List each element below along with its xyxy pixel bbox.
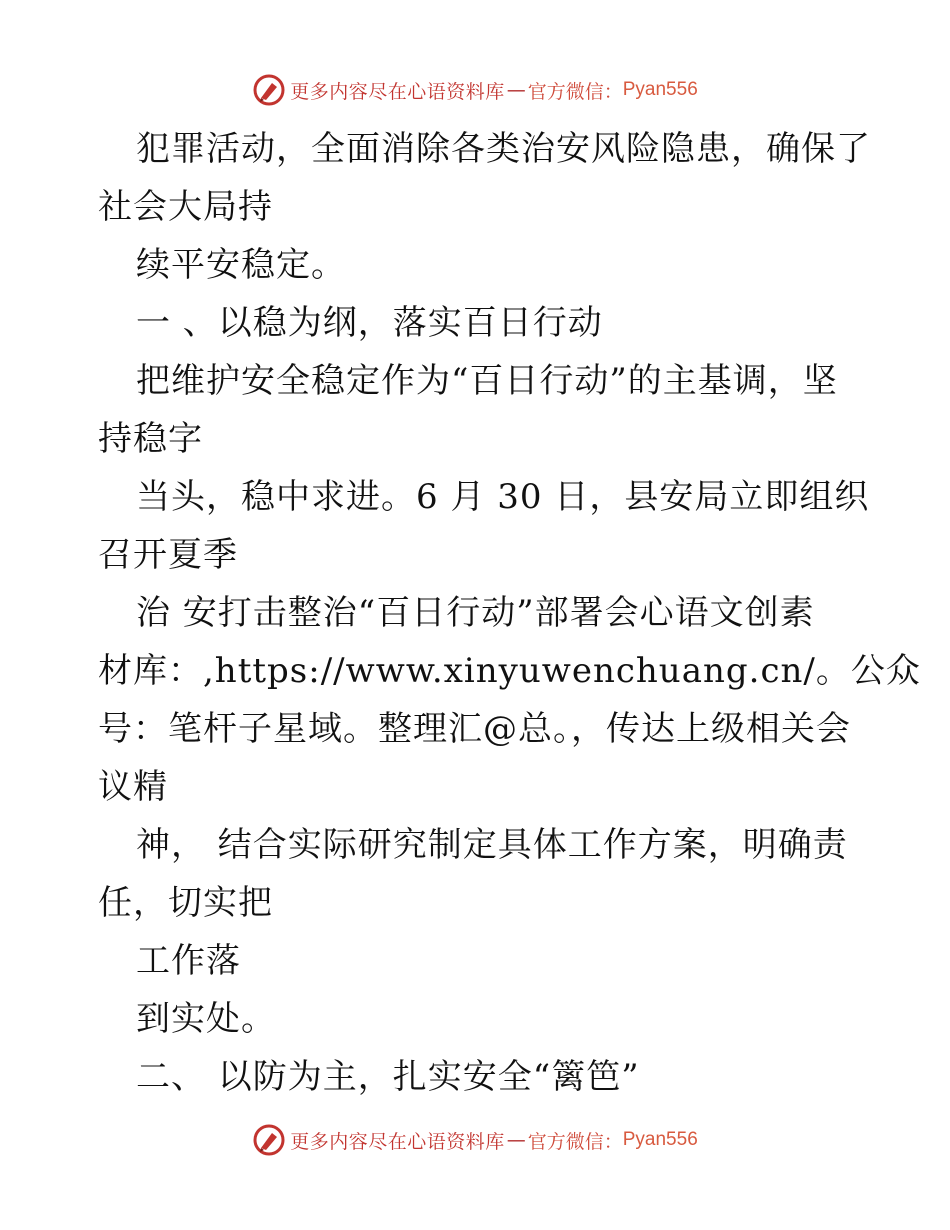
text-line: 续平安稳定。 [136, 245, 346, 285]
text-line: 持稳字 [98, 419, 203, 459]
text-line: 召开夏季 [98, 535, 238, 575]
pen-logo-icon [252, 73, 286, 107]
pen-logo-icon [252, 1123, 286, 1157]
text-line: 犯罪活动，全面消除各类治安风险隐患，确保了 [136, 129, 871, 169]
footer-watermark-banner [0, 1120, 950, 1160]
text-line: 议精 [98, 767, 168, 807]
banner-wechat-id: Pyan556 [622, 1129, 698, 1150]
text-line: 社会大局持 [98, 187, 273, 227]
banner-wechat-label: 官方微信： [527, 80, 623, 103]
banner-separator: — [506, 1129, 526, 1151]
banner-title: 更多内容尽在心语资料库 [290, 80, 505, 103]
banner-wechat-label: 官方微信： [527, 1130, 623, 1153]
text-line: 工作落 [136, 941, 241, 981]
banner-title: 更多内容尽在心语资料库 [290, 1130, 505, 1153]
document-body [98, 120, 921, 1106]
section-heading: 二、 以防为主，扎实安全“篱笆” [136, 1057, 640, 1097]
banner-separator: — [506, 79, 526, 101]
text-line: 任，切实把 [98, 883, 273, 923]
text-line: 当头，稳中求进。6 月 30 日，县安局立即组织 [136, 477, 870, 517]
header-watermark-banner [0, 70, 950, 110]
section-heading: 一 、以稳为纲，落实百日行动 [136, 303, 603, 343]
text-line: 神， 结合实际研究制定具体工作方案，明确责 [136, 825, 848, 865]
text-line: 号：笔杆子星域。整理汇@总。，传达上级相关会 [98, 709, 851, 749]
text-line: 把维护安全稳定作为“百日行动”的主基调，坚 [136, 361, 838, 401]
banner-wechat-id: Pyan556 [622, 79, 698, 100]
text-line: 到实处。 [136, 999, 276, 1039]
text-line: 治 安打击整治“百日行动”部署会心语文创素 [136, 593, 815, 633]
text-line: 材库：,https://www.xinyuwenchuang.cn/。公众 [98, 651, 921, 691]
